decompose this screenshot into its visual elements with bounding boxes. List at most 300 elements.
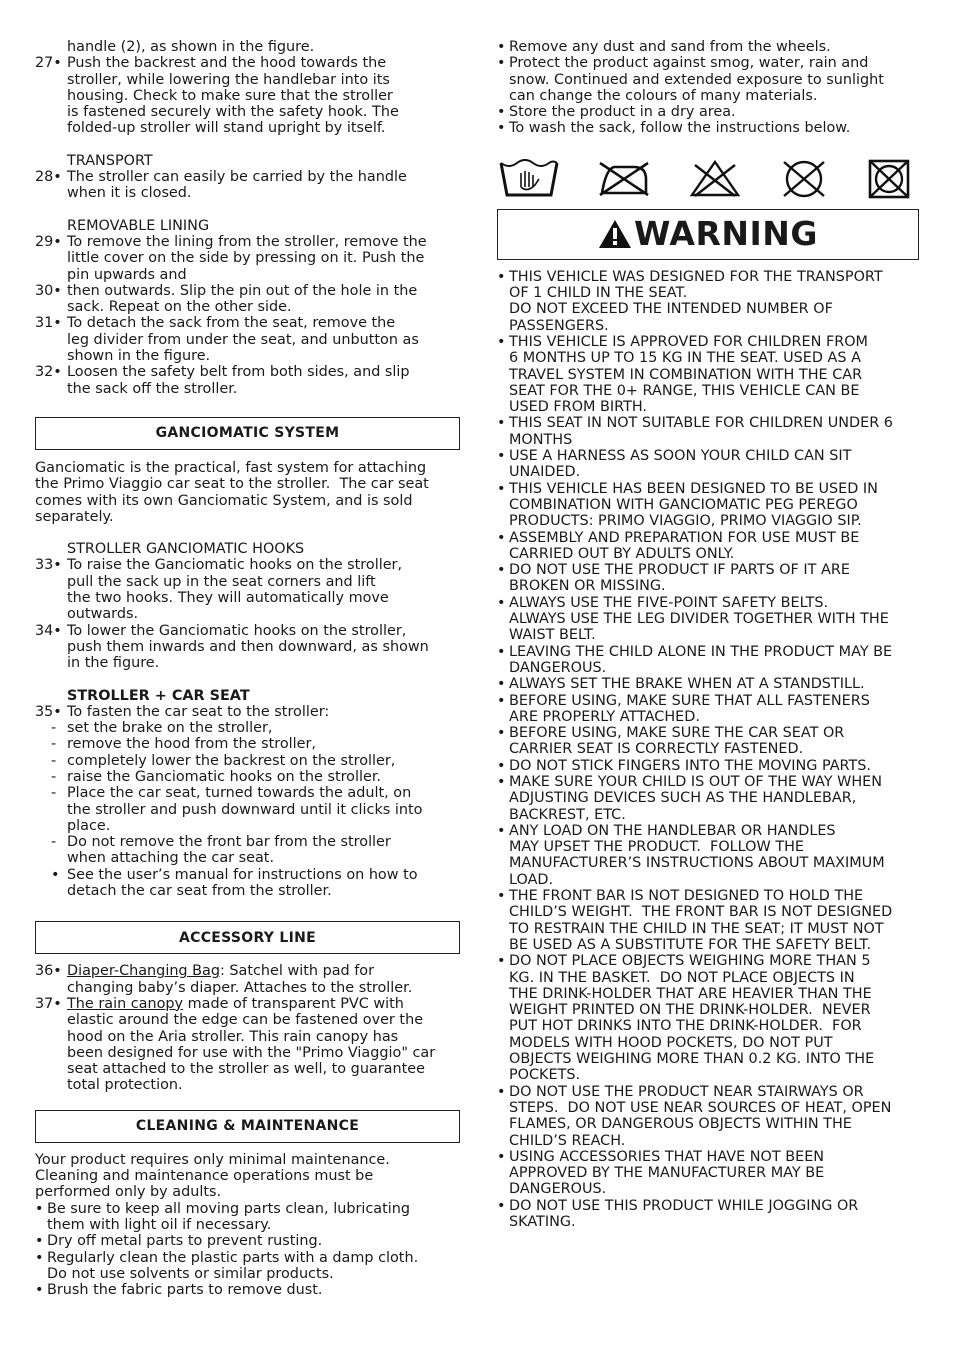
text-line: CARRIED OUT BY ADULTS ONLY. — [509, 545, 735, 562]
text-line: MONTHS — [509, 431, 573, 448]
list-item-text — [509, 1149, 922, 1198]
text-line: ALWAYS SET THE BRAKE WHEN AT A STANDSTILL. — [509, 676, 865, 693]
text-line — [67, 996, 460, 1012]
step-mark: - — [51, 720, 57, 737]
list-item — [497, 120, 922, 136]
item-text — [67, 623, 460, 672]
text-line: DANGEROUS. — [509, 1181, 607, 1198]
text-line: ASSEMBLY AND PREPARATION FOR USE MUST BE — [509, 529, 860, 546]
spacer — [35, 954, 460, 963]
step-text — [67, 736, 460, 752]
list-item — [497, 676, 922, 692]
text-line: seat attached to the stroller as well, to guarantee — [67, 1061, 425, 1078]
text-line: outwards. — [67, 606, 139, 623]
list-item — [497, 104, 922, 120]
text-line: raise the Ganciomatic hooks on the stroller. — [67, 768, 382, 785]
text-line: comes with its own Ganciomatic System, and is sold — [35, 492, 413, 509]
cleaning-list-continued — [497, 39, 922, 137]
text-line: BEFORE USING, MAKE SURE THE CAR SEAT OR — [509, 725, 845, 742]
text-line: APPROVED BY THE MANUFACTURER MAY BE — [509, 1165, 825, 1182]
text-line: place. — [67, 817, 111, 834]
text-line: Be sure to keep all moving parts clean, lubricating — [47, 1200, 410, 1217]
item-number: 36• — [35, 963, 62, 980]
item-30 — [35, 283, 460, 316]
item-text — [67, 963, 460, 996]
text-line: THIS VEHICLE IS APPROVED FOR CHILDREN FROM — [509, 333, 868, 350]
list-item-text — [509, 55, 922, 104]
text-line: been designed for use with the "Primo Viaggio" car — [67, 1044, 436, 1061]
spacer — [35, 525, 460, 541]
list-item-text — [509, 953, 922, 1083]
text-line: THIS SEAT IN NOT SUITABLE FOR CHILDREN UNDER 6 — [509, 415, 893, 432]
list-item-text — [509, 595, 922, 644]
cleaning-continued-list — [497, 39, 922, 137]
text-line: DO NOT USE THIS PRODUCT WHILE JOGGING OR — [509, 1197, 859, 1214]
bullet-mark: • — [497, 268, 506, 285]
text-line: Do not use solvents or similar products. — [47, 1265, 334, 1282]
text-line: BEFORE USING, MAKE SURE THAT ALL FASTENERS — [509, 692, 870, 709]
list-item — [497, 888, 922, 953]
bullet-mark: • — [497, 562, 506, 579]
bullet-mark: • — [35, 1233, 44, 1250]
list-item — [497, 530, 922, 563]
text-line: when it is closed. — [67, 185, 192, 202]
cleaning-section-title: CLEANING & MAINTENANCE — [35, 1110, 460, 1143]
bullet-mark: • — [497, 333, 506, 350]
step-mark: - — [51, 736, 57, 753]
list-item-text — [47, 1233, 460, 1249]
bullet-mark: • — [497, 725, 506, 742]
text-line: OBJECTS WEIGHING MORE THAN 0.2 KG. INTO THE — [509, 1051, 875, 1068]
text-run: made of transparent PVC with — [183, 995, 404, 1012]
text-line: changing baby’s diaper. Attaches to the stroller. — [67, 979, 413, 996]
hand-wash-icon — [499, 159, 559, 197]
list-item-text — [509, 1198, 922, 1231]
text-line: then outwards. Slip the pin out of the hole in the — [67, 282, 418, 299]
text-line: is fastened securely with the safety hook. The — [67, 104, 399, 121]
text-line: Store the product in a dry area. — [509, 104, 736, 121]
list-item — [497, 481, 922, 530]
item-28 — [35, 169, 460, 202]
removable-lining-heading: REMOVABLE LINING — [67, 217, 210, 234]
text-line: push them inwards and then downward, as shown — [67, 638, 429, 655]
list-item-text — [509, 774, 922, 823]
text-line: STEPS. DO NOT USE NEAR SOURCES OF HEAT, OPEN — [509, 1099, 892, 1116]
item-number: 37• — [35, 995, 62, 1012]
no-tumble-dry-icon — [867, 159, 911, 199]
text-line: Dry off metal parts to prevent rusting. — [47, 1233, 323, 1250]
step-text — [67, 867, 460, 900]
text-line: LEAVING THE CHILD ALONE IN THE PRODUCT MAY BE — [509, 643, 893, 660]
text-line: To remove the lining from the stroller, remove the — [67, 233, 427, 250]
list-item-text — [509, 269, 922, 334]
text-line: in the figure. — [67, 655, 160, 672]
no-dry-clean-icon — [778, 159, 830, 199]
bullet-mark: • — [497, 529, 506, 546]
list-item-text — [509, 530, 922, 563]
text-line: SEAT FOR THE 0+ RANGE, THIS VEHICLE CAN BE — [509, 382, 860, 399]
item-text — [67, 55, 460, 136]
list-item — [497, 953, 922, 1083]
text-line: the sack off the stroller. — [67, 380, 238, 397]
product-name: Diaper-Changing Bag — [67, 963, 220, 980]
bullet-mark: • — [497, 822, 506, 839]
list-item — [497, 595, 922, 644]
transport-heading: TRANSPORT — [67, 152, 153, 169]
text-line: PRODUCTS: PRIMO VIAGGIO, PRIMO VIAGGIO SIP. — [509, 513, 862, 530]
list-item-text — [509, 888, 922, 953]
list-item-text — [509, 676, 922, 692]
list-item — [497, 644, 922, 677]
item-27 — [35, 55, 460, 136]
text-line: THE DRINK-HOLDER THAT ARE HEAVIER THAN THE — [509, 985, 872, 1002]
product-name: The rain canopy — [67, 995, 184, 1012]
list-item-text — [509, 562, 922, 595]
ganciomatic-section-title: GANCIOMATIC SYSTEM — [35, 417, 460, 450]
list-item-text — [509, 481, 922, 530]
text-line: DO NOT PLACE OBJECTS WEIGHING MORE THAN 5 — [509, 953, 871, 970]
accessory-section-title: ACCESSORY LINE — [35, 921, 460, 954]
item-text — [67, 364, 460, 397]
text-line: TO RESTRAIN THE CHILD IN THE SEAT; IT MUST NOT — [509, 920, 884, 937]
warning-items — [497, 269, 922, 1231]
stroller-car-seat-heading: STROLLER + CAR SEAT — [67, 687, 250, 704]
text-line: Cleaning and maintenance operations must be — [35, 1168, 374, 1185]
list-item-text — [509, 823, 922, 888]
text-line: USING ACCESSORIES THAT HAVE NOT BEEN — [509, 1148, 825, 1165]
list-item — [497, 693, 922, 726]
list-item — [497, 415, 922, 448]
no-iron-icon — [596, 159, 652, 197]
bullet-mark: • — [497, 104, 506, 121]
spacer — [35, 672, 460, 688]
text-line: stroller, while lowering the handlebar into its — [67, 71, 390, 88]
list-item-text — [509, 758, 922, 774]
text-line: PUT HOT DRINKS INTO THE DRINK-HOLDER. FOR — [509, 1018, 862, 1035]
text-line: WAIST BELT. — [509, 627, 596, 644]
list-item — [497, 1149, 922, 1198]
text-line: THIS VEHICLE WAS DESIGNED FOR THE TRANSPORT — [509, 268, 883, 285]
item-33 — [35, 557, 460, 622]
text-line: snow. Continued and extended exposure to sunlight — [509, 71, 884, 88]
list-item-text — [47, 1201, 460, 1234]
item-34 — [35, 623, 460, 672]
item-text — [67, 315, 460, 364]
text-line: them with light oil if necessary. — [47, 1216, 272, 1233]
list-item — [35, 1250, 460, 1283]
text-line: DO NOT EXCEED THE INTENDED NUMBER OF — [509, 301, 833, 318]
text-line: Loosen the safety belt from both sides, and slip — [67, 364, 410, 381]
list-item-text — [509, 415, 922, 448]
text-line: KG. IN THE BASKET. DO NOT PLACE OBJECTS IN — [509, 969, 855, 986]
item-text — [67, 704, 460, 720]
list-item — [497, 334, 922, 415]
step-item — [35, 736, 460, 752]
text-line: MAKE SURE YOUR CHILD IS OUT OF THE WAY WHEN — [509, 773, 882, 790]
cleaning-list — [35, 1201, 460, 1299]
list-item — [497, 55, 922, 104]
item-35 — [35, 704, 460, 720]
item-number: 34• — [35, 622, 62, 639]
list-item-text — [509, 104, 922, 120]
bullet-mark: • — [497, 448, 506, 465]
item-37 — [35, 996, 460, 1094]
text-line: To lower the Ganciomatic hooks on the stroller, — [67, 622, 407, 639]
text-line: set the brake on the stroller, — [67, 720, 273, 737]
text-line: To raise the Ganciomatic hooks on the stroller, — [67, 557, 403, 574]
spacer — [35, 202, 460, 218]
text-line: BACKREST, ETC. — [509, 806, 626, 823]
text-line: LOAD. — [509, 871, 554, 888]
text-line — [67, 963, 460, 979]
list-item — [497, 39, 922, 55]
warning-header-box — [497, 209, 919, 260]
bullet-mark: • — [497, 676, 506, 693]
text-line: Place the car seat, turned towards the adult, on — [67, 785, 412, 802]
bullet-mark: • — [497, 888, 506, 905]
list-item — [497, 774, 922, 823]
text-line: BROKEN OR MISSING. — [509, 578, 666, 595]
list-item — [497, 1084, 922, 1149]
bullet-mark: • — [497, 480, 506, 497]
bullet-mark: • — [497, 1197, 506, 1214]
list-item-text — [509, 725, 922, 758]
warning-list — [497, 269, 922, 1231]
spacer — [35, 1094, 460, 1110]
text-line: pull the sack up in the seat corners and lift — [67, 573, 376, 590]
item-text — [67, 557, 460, 622]
step-mark: - — [51, 834, 57, 851]
text-line: FLAMES, OR DANGEROUS OBJECTS WITHIN THE — [509, 1116, 852, 1133]
bullet-mark: • — [497, 39, 506, 55]
text-line: TRAVEL SYSTEM IN COMBINATION WITH THE CAR — [509, 366, 863, 383]
spacer — [35, 899, 460, 921]
step-text — [67, 769, 460, 785]
care-icons-row — [499, 159, 911, 199]
text-line: CARRIER SEAT IS CORRECTLY FASTENED. — [509, 741, 804, 758]
text-line: detach the car seat from the stroller. — [67, 883, 332, 900]
text-line: Regularly clean the plastic parts with a damp cloth. — [47, 1249, 419, 1266]
text-line: when attaching the car seat. — [67, 850, 275, 867]
text-line: MODELS WITH HOOD POCKETS, DO NOT PUT — [509, 1034, 833, 1051]
bullet-mark: • — [35, 1249, 44, 1266]
text-line: See the user’s manual for instructions on how to — [67, 866, 418, 883]
text-line: WEIGHT PRINTED ON THE DRINK-HOLDER. NEVER — [509, 1002, 871, 1019]
ganciomatic-intro — [35, 460, 460, 525]
list-item — [497, 823, 922, 888]
list-item-text — [509, 120, 922, 136]
left-column — [35, 39, 460, 1298]
text-line: the Primo Viaggio car seat to the stroller. The car seat — [35, 476, 429, 493]
step-item — [35, 753, 460, 769]
text-line: separately. — [35, 508, 114, 525]
list-item — [35, 1201, 460, 1234]
text-line: To fasten the car seat to the stroller: — [67, 703, 330, 720]
step-text — [67, 753, 460, 769]
hooks-heading: STROLLER GANCIOMATIC HOOKS — [67, 541, 305, 558]
bullet-mark: • — [497, 692, 506, 709]
step-text — [67, 785, 460, 834]
item-text — [67, 169, 460, 202]
text-line: housing. Check to make sure that the stroller — [67, 87, 393, 104]
item-number: 28• — [35, 169, 62, 186]
text-line: SKATING. — [509, 1214, 576, 1230]
cleaning-intro — [35, 1152, 460, 1201]
bullet-mark: • — [497, 1148, 506, 1165]
text-line: The stroller can easily be carried by the handle — [67, 169, 407, 186]
text-line: ANY LOAD ON THE HANDLEBAR OR HANDLES — [509, 822, 836, 839]
list-item — [497, 562, 922, 595]
text-line: leg divider from under the seat, and unbutton as — [67, 331, 419, 348]
text-line: shown in the figure. — [67, 348, 211, 365]
step-mark: - — [51, 768, 57, 785]
text-line: hood on the Aria stroller. This rain canopy has — [67, 1028, 399, 1045]
item-31 — [35, 315, 460, 364]
bullet-mark: • — [497, 643, 506, 660]
bullet-mark: • — [497, 120, 506, 137]
text-line: performed only by adults. — [35, 1184, 222, 1201]
item-32 — [35, 364, 460, 397]
text-line: UNAIDED. — [509, 464, 581, 481]
item-35-steps — [35, 720, 460, 899]
text-line: can change the colours of many materials. — [509, 87, 818, 104]
text-line: ALWAYS USE THE FIVE-POINT SAFETY BELTS. — [509, 594, 829, 611]
text-line: To wash the sack, follow the instructions below. — [509, 120, 851, 137]
step-mark: - — [51, 752, 57, 769]
text-line: folded-up stroller will stand upright by itself. — [67, 120, 386, 137]
step-item — [35, 769, 460, 785]
item-text — [67, 283, 460, 316]
list-item-text — [509, 644, 922, 677]
list-item — [497, 269, 922, 334]
text-line: Brush the fabric parts to remove dust. — [47, 1282, 323, 1299]
text-line: Do not remove the front bar from the stroller — [67, 834, 391, 851]
text-line: Push the backrest and the hood towards the — [67, 55, 387, 72]
bullet-mark: • — [35, 1200, 44, 1217]
text-line: Ganciomatic is the practical, fast system for attaching — [35, 459, 427, 476]
text-line: the two hooks. They will automatically move — [67, 590, 389, 607]
text-line: sack. Repeat on the other side. — [67, 299, 292, 316]
text-line: COMBINATION WITH GANCIOMATIC PEG PEREGO — [509, 496, 858, 513]
item-number: 31• — [35, 315, 62, 332]
item-text — [67, 234, 460, 283]
text-line: CHILD’S REACH. — [509, 1132, 626, 1149]
text-line: little cover on the side by pressing on it. Push the — [67, 250, 425, 267]
spacer — [35, 137, 460, 153]
list-item-text — [47, 1282, 460, 1298]
text-line: MAY UPSET THE PRODUCT. FOLLOW THE — [509, 839, 805, 856]
bullet-mark: • — [497, 953, 506, 970]
text-line: the stroller and push downward until it clicks into — [67, 801, 423, 818]
text-line: OF 1 CHILD IN THE SEAT. — [509, 285, 688, 302]
text-line: Remove any dust and sand from the wheels. — [509, 39, 831, 55]
text-line: POCKETS. — [509, 1067, 581, 1084]
spacer — [35, 397, 460, 417]
text-line: Protect the product against smog, water, rain and — [509, 55, 869, 72]
right-column — [497, 39, 922, 1230]
text-line: total protection. — [67, 1077, 183, 1094]
text-line: elastic around the edge can be fastened over the — [67, 1012, 424, 1029]
item-text — [67, 996, 460, 1094]
text-line: DANGEROUS. — [509, 659, 607, 676]
text-line: To detach the sack from the seat, remove the — [67, 315, 396, 332]
list-item — [497, 1198, 922, 1231]
text-line: ALWAYS USE THE LEG DIVIDER TOGETHER WITH THE — [509, 611, 889, 628]
warning-triangle-icon — [598, 219, 632, 249]
spacer — [35, 1143, 460, 1152]
bullet-mark: • — [497, 594, 506, 611]
text-line: 6 MONTHS UP TO 15 KG IN THE SEAT. USED AS A — [509, 350, 861, 367]
text-line: ARE PROPERLY ATTACHED. — [509, 708, 700, 725]
step-text — [67, 720, 460, 736]
list-item-text — [509, 1084, 922, 1149]
bullet-mark: • — [497, 757, 506, 774]
bullet-mark: • — [35, 1282, 44, 1299]
list-item-text — [509, 334, 922, 415]
text-line: DO NOT STICK FINGERS INTO THE MOVING PARTS. — [509, 757, 872, 774]
text-line: DO NOT USE THE PRODUCT IF PARTS OF IT ARE — [509, 562, 850, 579]
list-item — [497, 758, 922, 774]
text-line: CHILD’S WEIGHT. THE FRONT BAR IS NOT DESIGNED — [509, 904, 893, 921]
warning-title: WARNING — [634, 214, 818, 254]
text-line: ADJUSTING DEVICES SUCH AS THE HANDLEBAR, — [509, 790, 857, 807]
step-mark: - — [51, 785, 57, 802]
item-number: 32• — [35, 364, 62, 381]
text-line: remove the hood from the stroller, — [67, 736, 316, 753]
step-item — [35, 720, 460, 736]
bullet-mark: • — [497, 773, 506, 790]
text-line: THE FRONT BAR IS NOT DESIGNED TO HOLD THE — [509, 888, 864, 905]
text-line: pin upwards and — [67, 266, 187, 283]
list-item-text — [509, 693, 922, 726]
step-item — [35, 867, 460, 900]
item-number: 30• — [35, 282, 62, 299]
item-number: 29• — [35, 233, 62, 250]
step-item — [35, 834, 460, 867]
step-mark: • — [51, 866, 60, 883]
item-26-continued: handle (2), as shown in the figure. — [67, 39, 315, 55]
text-line: THIS VEHICLE HAS BEEN DESIGNED TO BE USED IN — [509, 480, 878, 497]
item-29 — [35, 234, 460, 283]
list-item-text — [509, 448, 922, 481]
bullet-mark: • — [497, 55, 506, 72]
item-number: 33• — [35, 557, 62, 574]
step-item — [35, 785, 460, 834]
list-item-text — [509, 39, 922, 55]
bullet-mark: • — [497, 415, 506, 432]
list-item — [497, 448, 922, 481]
list-item — [35, 1282, 460, 1298]
no-bleach-icon — [689, 159, 741, 197]
spacer — [35, 450, 460, 460]
text-line: BE USED AS A SUBSTITUTE FOR THE SAFETY BELT. — [509, 936, 872, 953]
text-line: PASSENGERS. — [509, 317, 609, 334]
text-line: USED FROM BIRTH. — [509, 399, 648, 416]
text-line: DO NOT USE THE PRODUCT NEAR STAIRWAYS OR — [509, 1083, 864, 1100]
text-line: USE A HARNESS AS SOON YOUR CHILD CAN SIT — [509, 448, 852, 465]
step-text — [67, 834, 460, 867]
text-line: MANUFACTURER’S INSTRUCTIONS ABOUT MAXIMUM — [509, 855, 885, 872]
list-item — [35, 1233, 460, 1249]
text-line: completely lower the backrest on the stroller, — [67, 752, 396, 769]
bullet-mark: • — [497, 1083, 506, 1100]
text-run: : Satchel with pad for — [219, 963, 375, 980]
text-line: Your product requires only minimal maintenance. — [35, 1151, 390, 1168]
item-36 — [35, 963, 460, 996]
item-number: 27• — [35, 55, 62, 72]
list-item — [497, 725, 922, 758]
item-number: 35• — [35, 703, 62, 720]
